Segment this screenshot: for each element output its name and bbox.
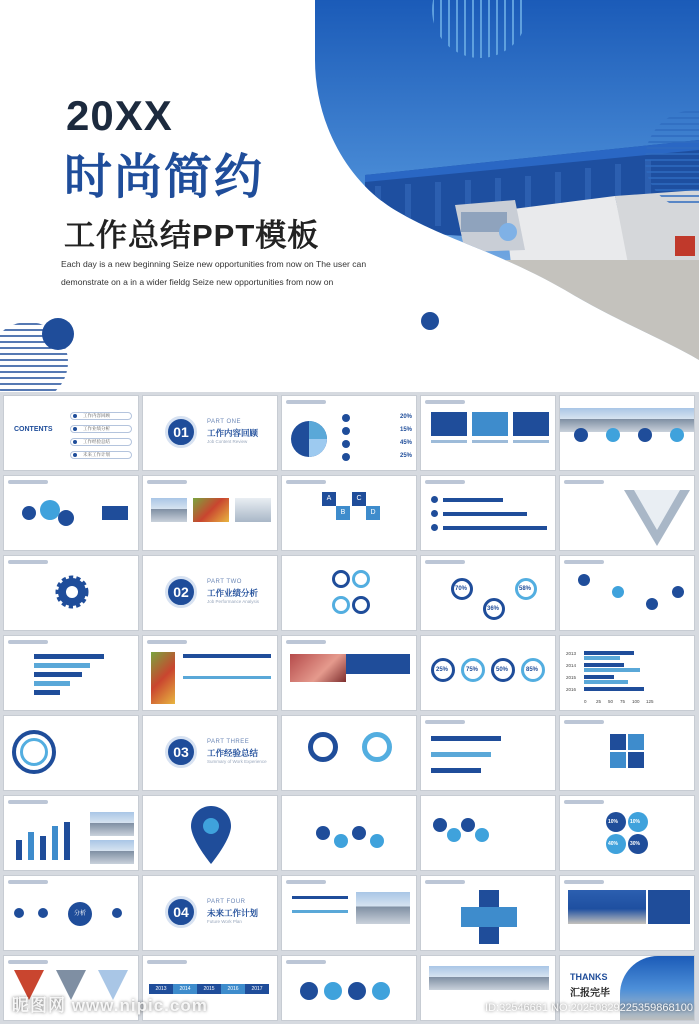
- slide-thumb-three-cards[interactable]: [420, 395, 556, 471]
- bar: [584, 656, 620, 660]
- slide-header-bar: [286, 640, 326, 644]
- bar: [34, 672, 82, 677]
- hexagon-icon: [300, 982, 318, 1000]
- section-part: PART THREE: [207, 739, 250, 745]
- section-part: PART FOUR: [207, 899, 246, 905]
- puzzle-piece: [628, 752, 644, 768]
- user-icon: [431, 496, 438, 503]
- column: [28, 832, 34, 860]
- percent-label: 50%: [496, 667, 509, 673]
- section-subtitle: Job Content Review: [207, 439, 248, 444]
- slide-thumb-section-02[interactable]: [142, 555, 278, 631]
- node: [370, 834, 384, 848]
- photo: [151, 498, 187, 522]
- slide-thumb-meat-photo[interactable]: [281, 635, 417, 711]
- photo: [193, 498, 229, 522]
- photo: [568, 890, 646, 924]
- decor-striped-circle: [0, 316, 76, 392]
- hexagon-icon: [324, 982, 342, 1000]
- list-icon: [342, 414, 350, 422]
- toc-item: 工作内容回顾: [70, 412, 132, 420]
- photo: [356, 892, 410, 924]
- list-icon: [342, 453, 350, 461]
- node: [352, 826, 366, 840]
- slide-thumb-percent-flower[interactable]: [559, 795, 695, 871]
- slide-header-bar: [564, 880, 604, 884]
- progress-bar: [443, 526, 547, 530]
- eco-icon: [58, 510, 74, 526]
- slide-header-bar: [8, 560, 48, 564]
- section-subtitle: Job Performance Analysis: [207, 599, 260, 604]
- node: [316, 826, 330, 840]
- slide-thumb-location-pin[interactable]: [142, 795, 278, 871]
- slide-thumb-eco-icons[interactable]: [3, 475, 139, 551]
- thanks-title: THANKS: [570, 972, 608, 982]
- node: [38, 908, 48, 918]
- cover-slide: [0, 0, 699, 392]
- section-part: PART ONE: [207, 419, 242, 425]
- slide-thumb-wave-nodes[interactable]: [281, 795, 417, 871]
- slide-thumb-section-04[interactable]: [142, 875, 278, 951]
- slide-thumb-truck-banner[interactable]: [420, 955, 556, 1021]
- percent-label: 85%: [526, 667, 539, 673]
- node: [334, 834, 348, 848]
- slide-thumb-progress-bars[interactable]: [420, 475, 556, 551]
- section-title: 工作经验总结: [207, 748, 259, 758]
- slide-thumb-triangles[interactable]: [3, 955, 139, 1021]
- card-header: [513, 412, 549, 436]
- photo: [90, 812, 134, 836]
- bar: [34, 663, 90, 668]
- list-icon: [612, 586, 624, 598]
- list-icon: [646, 598, 658, 610]
- flow-step-b: B: [336, 506, 350, 520]
- percent-label: 30%: [630, 841, 641, 847]
- section-number: 02: [165, 576, 197, 608]
- slide-thumb-contents[interactable]: [3, 395, 139, 471]
- flow-step-d: D: [366, 506, 380, 520]
- slide-thumb-thanks[interactable]: [559, 955, 695, 1021]
- slide-header-bar: [564, 720, 604, 724]
- timeline-step: 2015: [197, 984, 221, 994]
- section-title: 未来工作计划: [207, 908, 259, 918]
- text-line: [292, 910, 348, 913]
- donut-chart: [308, 732, 338, 762]
- gear-icon: [447, 828, 461, 842]
- percent-label: 10%: [630, 819, 641, 825]
- slide-thumb-four-rings[interactable]: [420, 635, 556, 711]
- triangle-photo: [624, 490, 690, 546]
- slide-header-bar: [425, 560, 465, 564]
- pie-chart: [290, 420, 328, 458]
- tick-label: 2016: [566, 687, 577, 692]
- bar: [584, 687, 644, 691]
- slide-header-bar: [286, 480, 326, 484]
- slide-thumb-horizontal-bars[interactable]: [3, 635, 139, 711]
- ring-chart: [332, 570, 350, 588]
- percent-label: 45%: [400, 440, 413, 446]
- photo: [620, 956, 695, 1021]
- slide-thumb-cross-diagram[interactable]: [420, 875, 556, 951]
- tick-label: 50: [608, 699, 614, 704]
- cover-title-main: 时尚简约: [64, 151, 265, 204]
- section-title: 工作业绩分析: [207, 588, 259, 598]
- card-line: [431, 440, 467, 443]
- column: [40, 836, 46, 860]
- concentric-ring: [20, 738, 48, 766]
- column: [16, 840, 22, 860]
- people-row: [431, 752, 491, 757]
- slide-thumb-gear[interactable]: [3, 555, 139, 631]
- location-pin-icon: [191, 806, 231, 864]
- toc-item: 工作业绩分析: [70, 425, 132, 433]
- photo: [290, 654, 346, 682]
- cover-title-sub: 工作总结PPT模板: [64, 218, 320, 253]
- timeline-step: 2014: [173, 984, 197, 994]
- ring-chart: [352, 570, 370, 588]
- slide-header-bar: [564, 800, 604, 804]
- text-block: [648, 890, 690, 924]
- slide-header-bar: [8, 800, 48, 804]
- slide-header-bar: [286, 400, 326, 404]
- slide-header-bar: [147, 480, 187, 484]
- card-line: [513, 440, 549, 443]
- people-row: [431, 736, 501, 741]
- bar: [34, 681, 70, 686]
- section-subtitle: Future Work Plan: [207, 919, 242, 924]
- slide-thumb-section-03[interactable]: [142, 715, 278, 791]
- percent-label: 25%: [436, 667, 449, 673]
- percent-label: 75%: [466, 667, 479, 673]
- slide-thumb-photo-trio[interactable]: [142, 475, 278, 551]
- tick-label: 125: [646, 699, 654, 704]
- list-icon: [672, 586, 684, 598]
- puzzle-piece: [628, 734, 644, 750]
- slide-header-bar: [286, 960, 326, 964]
- section-number: 03: [165, 736, 197, 768]
- column: [52, 826, 58, 860]
- slide-thumb-people-chart[interactable]: [420, 715, 556, 791]
- section-part: PART TWO: [207, 579, 242, 585]
- slide-thumb-two-donuts[interactable]: [281, 715, 417, 791]
- gear-icon: [461, 818, 475, 832]
- slide-thumb-triangle-photo[interactable]: [559, 475, 695, 551]
- slide-header-bar: [286, 880, 326, 884]
- gear-icon: [54, 574, 90, 610]
- bar: [584, 663, 624, 667]
- bar: [584, 675, 614, 679]
- bar: [34, 654, 104, 659]
- slide-thumbnail-grid: [0, 392, 699, 1024]
- slide-thumb-analysis-flow[interactable]: [3, 875, 139, 951]
- slide-thumb-warehouse-photo[interactable]: [559, 875, 695, 951]
- slide-thumb-cross-puzzle[interactable]: [559, 715, 695, 791]
- ring-chart: [332, 596, 350, 614]
- ring-chart: [352, 596, 370, 614]
- slide-header-bar: [425, 400, 465, 404]
- card-line: [472, 440, 508, 443]
- slide-thumb-abcd-flow[interactable]: [281, 475, 417, 551]
- timeline-step: 2017: [245, 984, 269, 994]
- bar: [584, 680, 628, 684]
- decor-dot: [421, 312, 439, 330]
- slide-thumb-ring-quad[interactable]: [281, 555, 417, 631]
- slide-header-bar: [147, 960, 187, 964]
- gear-icon: [475, 828, 489, 842]
- flow-step-a: A: [322, 492, 336, 506]
- cover-description-line1: Each day is a new beginning Seize new opportunities from now on The user can: [61, 259, 367, 269]
- section-number: 01: [165, 416, 197, 448]
- cover-year: 20XX: [66, 92, 173, 139]
- cover-description-line2: demonstrate on a in a wider fieldg Seize new opportunities from now on: [61, 277, 334, 287]
- percent-label: 36%: [487, 606, 500, 612]
- list-icon: [342, 440, 350, 448]
- node: [14, 908, 24, 918]
- slide-header-bar: [425, 880, 465, 884]
- puzzle-piece: [610, 734, 626, 750]
- card-header: [431, 412, 467, 436]
- node: [112, 908, 122, 918]
- list-icon: [578, 574, 590, 586]
- step-circle: [606, 428, 620, 442]
- slide-thumb-hexagons[interactable]: [281, 955, 417, 1021]
- bar: [584, 651, 634, 655]
- photo: [429, 966, 549, 990]
- hexagon-icon: [372, 982, 390, 1000]
- analysis-hub: 分析: [68, 902, 92, 926]
- slide-header-bar: [147, 640, 187, 644]
- photo: [90, 840, 134, 864]
- slide-thumb-percent-rings[interactable]: [420, 555, 556, 631]
- slide-thumb-column-chart[interactable]: [3, 795, 139, 871]
- slide-thumb-truck-steps[interactable]: [559, 395, 695, 471]
- section-number: 04: [165, 896, 197, 928]
- text-block: [346, 654, 410, 674]
- percent-label: 10%: [608, 819, 619, 825]
- user-icon: [431, 510, 438, 517]
- tick-label: 2013: [566, 651, 577, 656]
- timeline-step: 2016: [221, 984, 245, 994]
- percent-label: 25%: [400, 453, 413, 459]
- percent-label: 20%: [400, 414, 413, 420]
- solar-panel-icon: [102, 506, 128, 520]
- flow-step-c: C: [352, 492, 366, 506]
- watermark-id: ID:32546661 NO:20250829225359868100: [485, 1002, 693, 1014]
- slide-header-bar: [8, 960, 48, 964]
- donut-chart: [362, 732, 392, 762]
- text-line: [183, 654, 271, 658]
- slide-thumb-section-01[interactable]: [142, 395, 278, 471]
- watermark-site: 昵图网 www.nipic.com: [12, 996, 208, 1015]
- cross-bar: [461, 907, 517, 927]
- step-circle: [638, 428, 652, 442]
- progress-bar: [443, 498, 503, 502]
- photo: [235, 498, 271, 522]
- step-circle: [670, 428, 684, 442]
- list-icon: [342, 427, 350, 435]
- slide-thumb-pie-percent[interactable]: [281, 395, 417, 471]
- tick-label: 0: [584, 699, 587, 704]
- slide-thumb-photo-list[interactable]: [142, 635, 278, 711]
- user-icon: [431, 524, 438, 531]
- section-subtitle: Summary of Work Experience: [207, 759, 267, 764]
- tick-label: 25: [596, 699, 602, 704]
- percent-label: 40%: [608, 841, 619, 847]
- eco-icon: [40, 500, 60, 520]
- tick-label: 2014: [566, 663, 577, 668]
- gear-icon: [433, 818, 447, 832]
- percent-label: 70%: [455, 586, 468, 592]
- slide-thumb-concentric[interactable]: [3, 715, 139, 791]
- eco-icon: [22, 506, 36, 520]
- slide-header-bar: [8, 480, 48, 484]
- slide-header-bar: [425, 480, 465, 484]
- slide-thumb-road-photo[interactable]: [281, 875, 417, 951]
- triangle-photos: [14, 970, 130, 1010]
- photo: [151, 652, 175, 704]
- people-row: [431, 768, 481, 773]
- slide-thumb-icon-list[interactable]: [559, 555, 695, 631]
- puzzle-piece: [610, 752, 626, 768]
- tick-label: 75: [620, 699, 626, 704]
- slide-header-bar: [8, 880, 48, 884]
- cover-warehouse-photo: [315, 0, 699, 360]
- tick-label: 100: [632, 699, 640, 704]
- thanks-subtitle: 汇报完毕: [570, 988, 610, 999]
- percent-label: 15%: [400, 427, 413, 433]
- timeline-step: 2013: [149, 984, 173, 994]
- slide-header-bar: [425, 720, 465, 724]
- toc-item: 工作经验总结: [70, 438, 132, 446]
- slide-thumb-year-barchart[interactable]: [559, 635, 695, 711]
- bar: [34, 690, 60, 695]
- progress-bar: [443, 512, 527, 516]
- section-title: 工作内容回顾: [207, 428, 259, 438]
- slide-thumb-timeline[interactable]: [142, 955, 278, 1021]
- slide-header-bar: [564, 560, 604, 564]
- text-line: [183, 676, 271, 679]
- slide-thumb-gears[interactable]: [420, 795, 556, 871]
- card-header: [472, 412, 508, 436]
- slide-header-bar: [8, 640, 48, 644]
- column: [64, 822, 70, 860]
- hexagon-icon: [348, 982, 366, 1000]
- step-circle: [574, 428, 588, 442]
- toc-item: 未来工作计划: [70, 451, 132, 459]
- percent-label: 58%: [519, 586, 532, 592]
- slide-header-bar: [564, 480, 604, 484]
- tick-label: 2015: [566, 675, 577, 680]
- bar: [584, 668, 640, 672]
- text-line: [292, 896, 348, 899]
- contents-heading: CONTENTS: [14, 426, 53, 433]
